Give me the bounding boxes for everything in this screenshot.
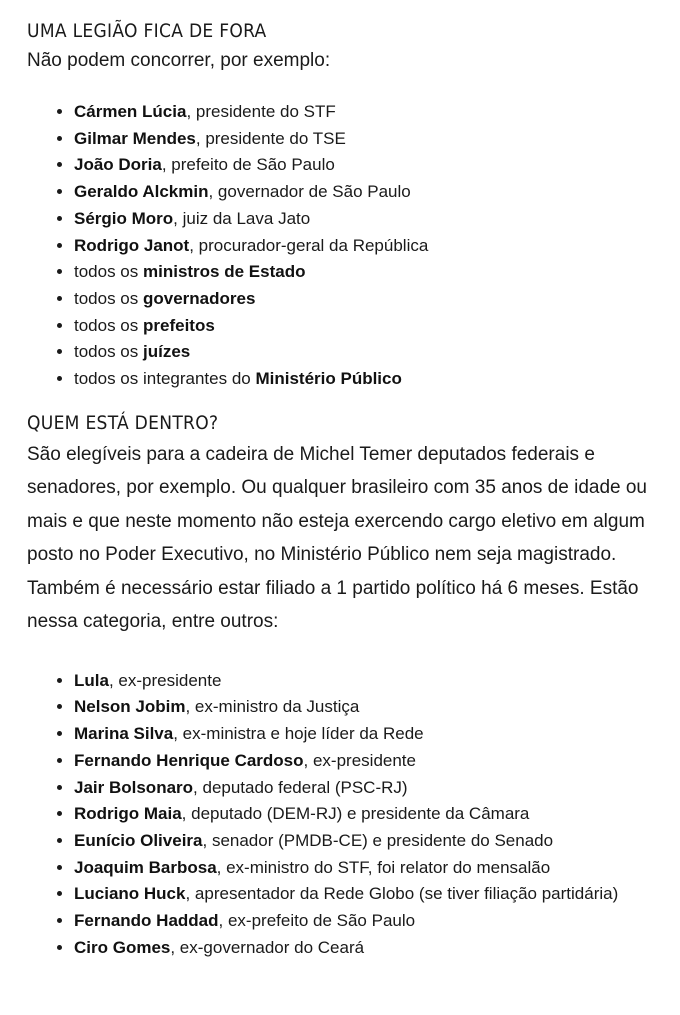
list-item: [74, 206, 662, 233]
section-excluded: [27, 0, 662, 393]
item-name: Geraldo Alckmin: [74, 182, 209, 202]
item-desc: , presidente do TSE: [195, 128, 346, 148]
list-item: [74, 908, 662, 935]
item-desc: , ex-presidente: [108, 670, 222, 690]
list-item: [74, 694, 662, 721]
list-item: [74, 828, 662, 855]
item-name: Jair Bolsonaro: [74, 777, 194, 797]
item-prefix: todos os: [74, 342, 143, 362]
item-name: Fernando Henrique Cardoso: [74, 750, 304, 770]
list-item: [74, 286, 662, 313]
item-name: Rodrigo Janot: [74, 235, 190, 255]
item-name: Luciano Huck: [74, 884, 186, 904]
item-desc: , presidente do STF: [186, 102, 336, 121]
item-prefix: todos os: [74, 288, 143, 308]
item-name: Gilmar Mendes: [74, 128, 196, 148]
section-heading-eligible: QUEM ESTÁ DENTRO?: [27, 411, 219, 434]
section-eligible: [27, 410, 662, 962]
list-item: [74, 179, 662, 206]
list-item: [74, 99, 662, 126]
list-item: [74, 233, 662, 260]
item-desc: , ex-governador do Ceará: [170, 937, 365, 957]
item-name: Ministério Público: [255, 369, 402, 389]
item-name: Joaquim Barbosa: [74, 857, 217, 877]
item-desc: , apresentador da Rede Globo (se tiver filiação partidária): [185, 884, 619, 904]
item-prefix: todos os: [74, 262, 143, 282]
list-item: [74, 748, 662, 775]
item-name: Cármen Lúcia: [74, 102, 187, 121]
item-desc: , governador de São Paulo: [208, 182, 411, 202]
list-item: [74, 313, 662, 340]
item-desc: , deputado (DEM-RJ) e presidente da Câmara: [181, 804, 530, 824]
list-item: [74, 126, 662, 153]
item-desc: , ex-ministro da Justiça: [185, 697, 360, 717]
list-item: [74, 775, 662, 802]
item-name: Ciro Gomes: [74, 937, 171, 957]
item-name: Sérgio Moro: [74, 208, 174, 228]
item-name: Marina Silva: [74, 724, 174, 744]
item-name: governadores: [143, 288, 256, 308]
list-item: [74, 881, 662, 908]
item-name: João Doria: [74, 155, 162, 175]
list-item: [74, 668, 662, 695]
list-item: [74, 855, 662, 882]
section-heading-excluded: UMA LEGIÃO FICA DE FORA: [27, 20, 267, 42]
item-desc: , senador (PMDB-CE) e presidente do Senado: [202, 830, 554, 850]
eligible-list: [27, 668, 662, 962]
item-prefix: todos os integrantes do: [74, 369, 256, 389]
item-desc: , prefeito de São Paulo: [161, 155, 335, 175]
section-intro: Não podem concorrer, por exemplo:: [27, 50, 331, 71]
item-desc: , ex-prefeito de São Paulo: [218, 911, 416, 931]
item-desc: , procurador-geral da República: [189, 235, 429, 255]
list-item: [74, 152, 662, 179]
item-name: juízes: [143, 342, 191, 362]
item-desc: , juiz da Lava Jato: [173, 208, 311, 228]
item-desc: , ex-ministra e hoje líder da Rede: [173, 724, 424, 744]
list-item: [74, 721, 662, 748]
list-item: [74, 801, 662, 828]
list-item: [74, 935, 662, 962]
excluded-list: [27, 99, 662, 393]
list-item: [74, 259, 662, 286]
list-item: [74, 366, 662, 393]
list-item: [74, 339, 662, 366]
item-desc: , ex-ministro do STF, foi relator do mensalão: [216, 857, 551, 877]
item-desc: , deputado federal (PSC-RJ): [193, 777, 408, 797]
item-name: Fernando Haddad: [74, 911, 219, 931]
item-name: ministros de Estado: [143, 262, 306, 282]
item-name: prefeitos: [143, 315, 215, 335]
item-desc: , ex-presidente: [303, 750, 416, 770]
section-paragraph: São elegíveis para a cadeira de Michel Temer deputados federais e senadores, por exemplo. Ou qualquer brasileiro com 35 anos de idade ou mais e que neste momento não esteja exercendo cargo eletivo em algum posto no Poder Executivo, no Ministério Público nem seja magistrado. Também é necessário estar filiado a 1 partido político há 6 meses. Estão nessa categoria, entre outros:: [27, 443, 647, 633]
item-name: Rodrigo Maia: [74, 804, 182, 824]
item-name: Nelson Jobim: [74, 697, 186, 717]
item-name: Eunício Oliveira: [74, 830, 203, 850]
item-name: Lula: [74, 670, 109, 690]
item-prefix: todos os: [74, 315, 143, 335]
